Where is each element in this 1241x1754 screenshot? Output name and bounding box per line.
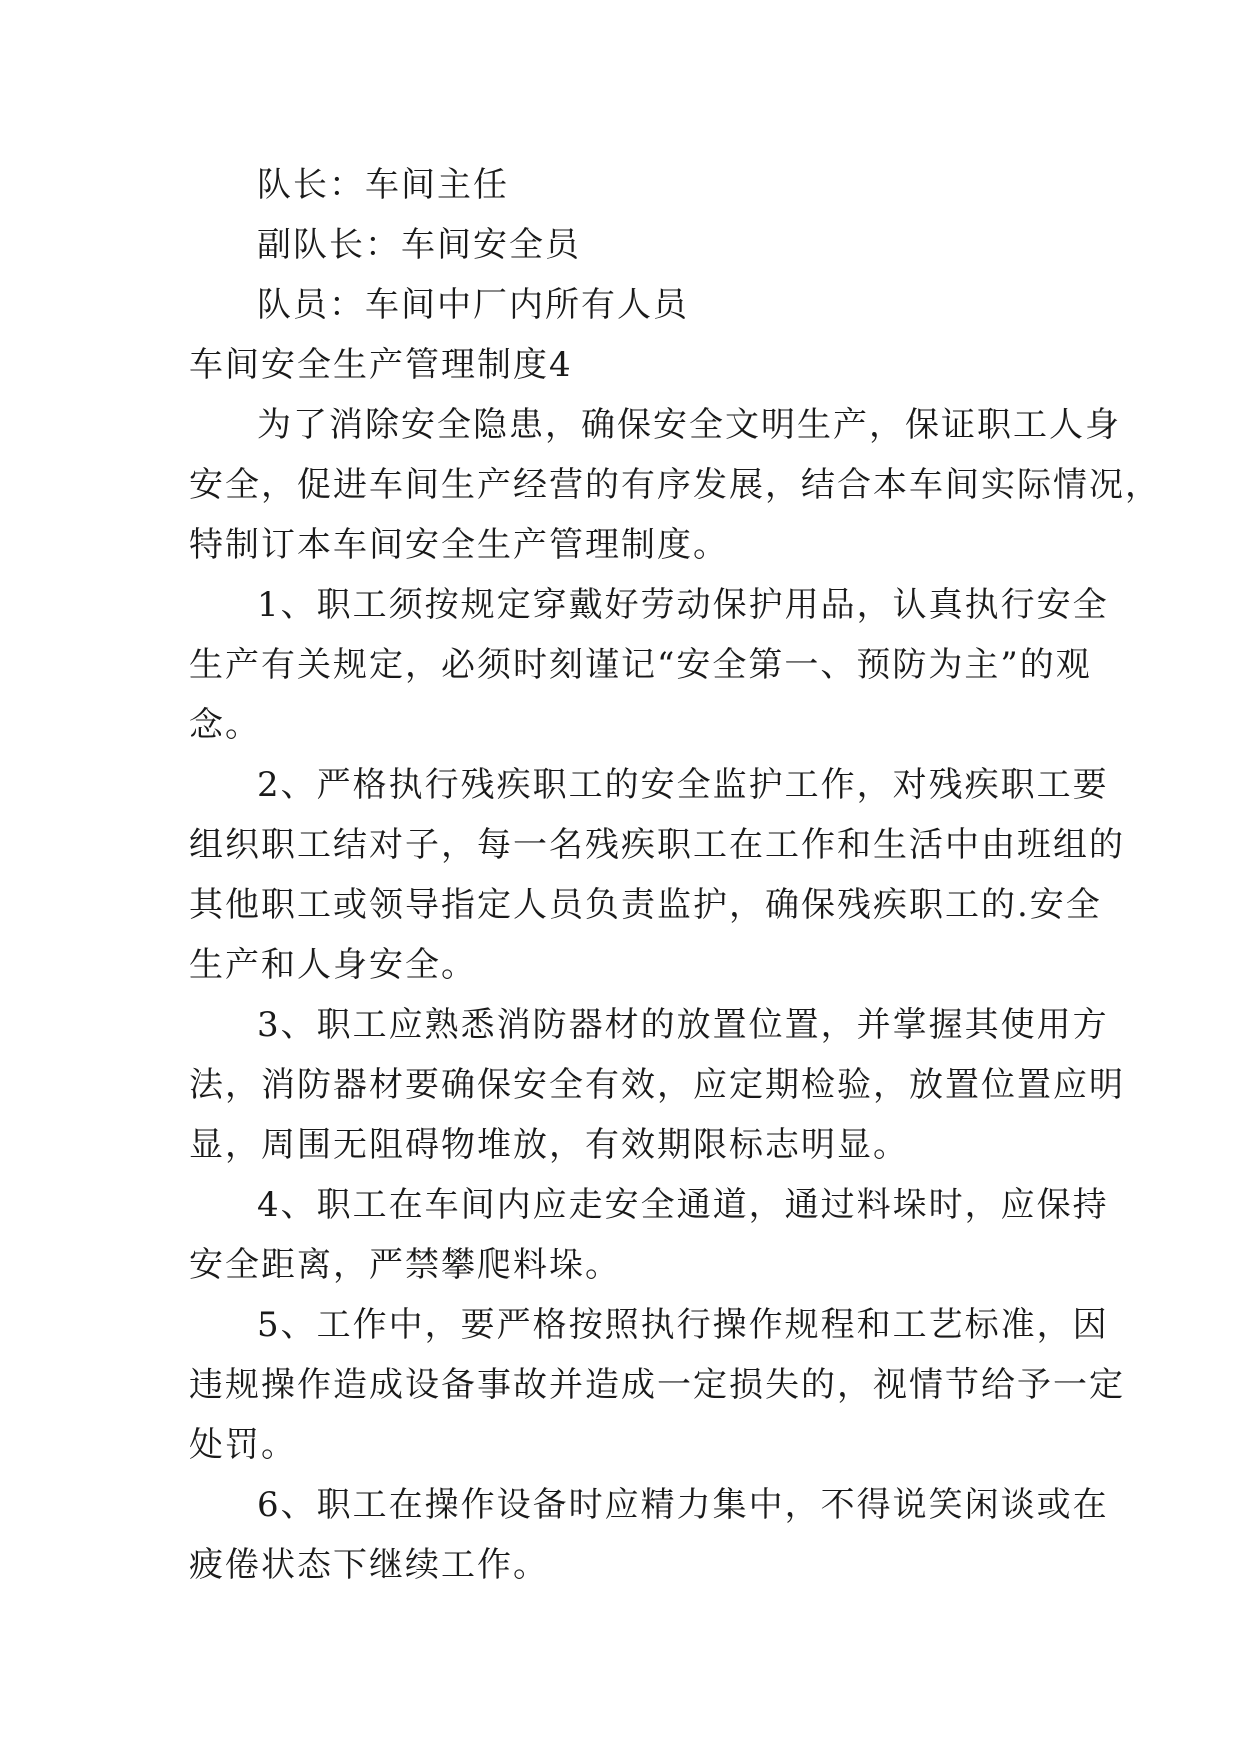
team-leader-line: 队长：车间主任 xyxy=(257,165,509,205)
section-title: 车间安全生产管理制度4 xyxy=(189,345,573,385)
rule-2-line: 2、严格执行残疾职工的安全监护工作，对残疾职工要 xyxy=(257,765,1109,805)
rule-1-line: 1、职工须按规定穿戴好劳动保护用品，认真执行安全 xyxy=(257,585,1109,625)
rule-2-line: 组织职工结对子，每一名残疾职工在工作和生活中由班组的 xyxy=(189,825,1125,865)
rule-1-line: 念。 xyxy=(189,705,261,745)
rule-4-line: 安全距离，严禁攀爬料垛。 xyxy=(189,1245,621,1285)
rule-3-line: 法，消防器材要确保安全有效，应定期检验，放置位置应明 xyxy=(189,1065,1125,1105)
rule-5-line: 处罚。 xyxy=(189,1425,297,1465)
rule-2-line: 其他职工或领导指定人员负责监护，确保残疾职工的.安全 xyxy=(189,885,1102,925)
rule-6-line: 疲倦状态下继续工作。 xyxy=(189,1545,549,1585)
rule-5-line: 5、工作中，要严格按照执行操作规程和工艺标准，因 xyxy=(257,1305,1109,1345)
intro-paragraph-line: 安全，促进车间生产经营的有序发展，结合本车间实际情况， xyxy=(189,465,1161,505)
deputy-leader-line: 副队长：车间安全员 xyxy=(257,225,581,265)
rule-5-line: 违规操作造成设备事故并造成一定损失的，视情节给予一定 xyxy=(189,1365,1125,1405)
intro-paragraph-line: 为了消除安全隐患，确保安全文明生产，保证职工人身 xyxy=(257,405,1121,445)
rule-3-line: 3、职工应熟悉消防器材的放置位置，并掌握其使用方 xyxy=(257,1005,1109,1045)
team-members-line: 队员：车间中厂内所有人员 xyxy=(257,285,689,325)
rule-1-line: 生产有关规定，必须时刻谨记“安全第一、预防为主”的观 xyxy=(189,645,1092,685)
rule-6-line: 6、职工在操作设备时应精力集中，不得说笑闲谈或在 xyxy=(257,1485,1109,1525)
rule-3-line: 显，周围无阻碍物堆放，有效期限标志明显。 xyxy=(189,1125,909,1165)
rule-4-line: 4、职工在车间内应走安全通道，通过料垛时，应保持 xyxy=(257,1185,1109,1225)
intro-paragraph-line: 特制订本车间安全生产管理制度。 xyxy=(189,525,729,565)
rule-2-line: 生产和人身安全。 xyxy=(189,945,477,985)
